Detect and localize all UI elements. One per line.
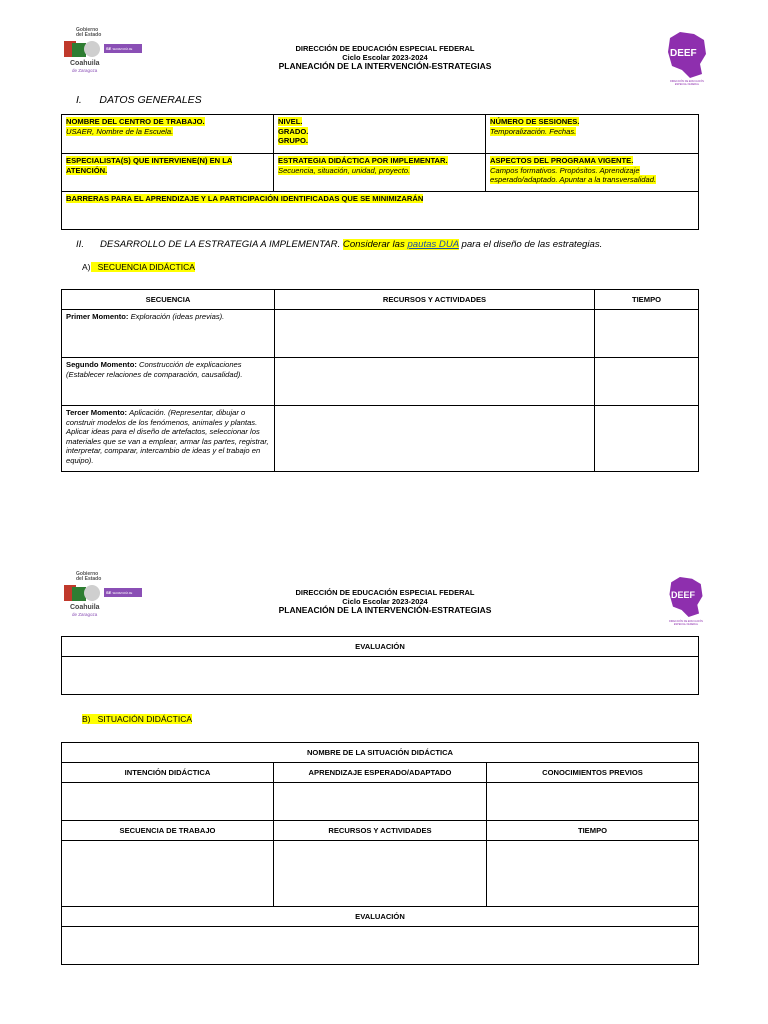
subsection-b-title: B) SITUACIÓN DIDÁCTICA [82, 714, 193, 724]
se-badge: SE SECRETARÍA DE EDUCACIÓN [104, 588, 142, 597]
moment-1-tiempo[interactable] [595, 310, 699, 358]
header-recursos: RECURSOS Y ACTIVIDADES [275, 290, 595, 310]
cell-nivel-grado-grupo[interactable]: NIVEL. GRADO. GRUPO. [274, 115, 486, 154]
moment-3-tiempo[interactable] [595, 406, 699, 472]
header-secuencia: SECUENCIA [62, 290, 275, 310]
cell-tiempo-2[interactable] [487, 841, 699, 907]
header-tiempo-2: TIEMPO [487, 821, 699, 841]
pautas-dua-link[interactable]: pautas DUA [407, 239, 459, 250]
cell-numero-sesiones[interactable]: NÚMERO DE SESIONES. Temporalización. Fechas. [486, 115, 699, 154]
moment-2-tiempo[interactable] [595, 358, 699, 406]
moment-3-recursos[interactable] [275, 406, 595, 472]
logo-coahuila: Gobierno del Estado SE SECRETARÍA DE EDUCACIÓN Coahuila de Zaragoza [62, 28, 146, 76]
coahuila-emblem-icon [62, 39, 108, 59]
se-badge: SE SECRETARÍA DE EDUCACIÓN [104, 44, 142, 53]
cell-intencion[interactable] [62, 783, 274, 821]
logo-deef: DEEF DIRECCIÓN DE EDUCACIÓN ESPECIAL FEDERAL [664, 30, 710, 90]
evaluacion-header: EVALUACIÓN [62, 637, 699, 657]
header-recursos-actividades: RECURSOS Y ACTIVIDADES [274, 821, 487, 841]
header-line3: PLANEACIÓN DE LA INTERVENCIÓN-ESTRATEGIAS [278, 61, 492, 71]
header-aprendizaje: APRENDIZAJE ESPERADO/ADAPTADO [274, 763, 487, 783]
cell-barreras[interactable]: BARRERAS PARA EL APRENDIZAJE Y LA PARTICIPACIÓN IDENTIFICADAS QUE SE MINIMIZARÁN [62, 192, 699, 230]
page-header [230, 44, 540, 71]
cell-aprendizaje[interactable] [274, 783, 487, 821]
logo-deef-p2: DEEF DIRECCIÓN DE EDUCACIÓN ESPECIAL FEDERAL [666, 574, 712, 634]
moment-2: Segundo Momento: Construcción de explicaciones (Establecer relaciones de comparación, causalidad). [62, 358, 275, 406]
situacion-evaluacion-cell[interactable] [62, 927, 699, 965]
subsection-a-title: A) SECUENCIA DIDÁCTICA [82, 262, 195, 272]
secuencia-table [61, 289, 699, 472]
cell-conocimientos[interactable] [487, 783, 699, 821]
moment-2-recursos[interactable] [275, 358, 595, 406]
situacion-name-header: NOMBRE DE LA SITUACIÓN DIDÁCTICA [62, 743, 699, 763]
logo-coahuila-p2: Gobierno del Estado SE SECRETARÍA DE EDUCACIÓN Coahuila de Zaragoza [62, 572, 146, 620]
cell-secuencia-trabajo[interactable] [62, 841, 274, 907]
moment-1-recursos[interactable] [275, 310, 595, 358]
situacion-table [61, 742, 699, 965]
header-intencion: INTENCIÓN DIDÁCTICA [62, 763, 274, 783]
header-conocimientos: CONOCIMIENTOS PREVIOS [487, 763, 699, 783]
header-tiempo: TIEMPO [595, 290, 699, 310]
evaluacion-table [61, 636, 699, 695]
header-line1: DIRECCIÓN DE EDUCACIÓN ESPECIAL FEDERAL [295, 44, 475, 53]
cell-estrategia[interactable]: ESTRATEGIA DIDÁCTICA POR IMPLEMENTAR. Secuencia, situación, unidad, proyecto. [274, 154, 486, 192]
cell-especialistas[interactable]: ESPECIALISTA(S) QUE INTERVIENE(N) EN LA ATENCIÓN. [62, 154, 274, 192]
moment-3: Tercer Momento: Aplicación. (Representar, dibujar o construir modelos de los fenómenos, animales y plantas. Aplicar ideas para el diseño de artefactos, seleccionar los materiales que se van a emplear, armar las partes, registrar, interpretar, comparar, intercambio de ideas y el trabajo en equipo). [62, 406, 275, 472]
moment-1: Primer Momento: Exploración (ideas previas). [62, 310, 275, 358]
cell-centro-trabajo[interactable]: NOMBRE DEL CENTRO DE TRABAJO. USAER, Nombre de la Escuela. [62, 115, 274, 154]
section-1-title: I. DATOS GENERALES [76, 94, 202, 106]
evaluacion-cell[interactable] [62, 657, 699, 695]
situacion-evaluacion-header: EVALUACIÓN [62, 907, 699, 927]
cell-aspectos-programa[interactable]: ASPECTOS DEL PROGRAMA VIGENTE. Campos formativos. Propósitos. Aprendizaje esperado/adaptado. Apuntar a la transversalidad. [486, 154, 699, 192]
datos-generales-table [61, 114, 699, 230]
header-line2: Ciclo Escolar 2023-2024 [342, 53, 428, 62]
header-secuencia-trabajo: SECUENCIA DE TRABAJO [62, 821, 274, 841]
cell-recursos-actividades[interactable] [274, 841, 487, 907]
page-header-p2: DIRECCIÓN DE EDUCACIÓN ESPECIAL FEDERAL Ciclo Escolar 2023-2024 PLANEACIÓN DE LA INTERVENCIÓN-ESTRATEGIAS [278, 588, 492, 615]
coahuila-emblem-icon [62, 583, 108, 603]
section-2-title: II. DESARROLLO DE LA ESTRATEGIA A IMPLEMENTAR. Considerar las pautas DUA para el diseño de las estrategias. [76, 239, 603, 250]
